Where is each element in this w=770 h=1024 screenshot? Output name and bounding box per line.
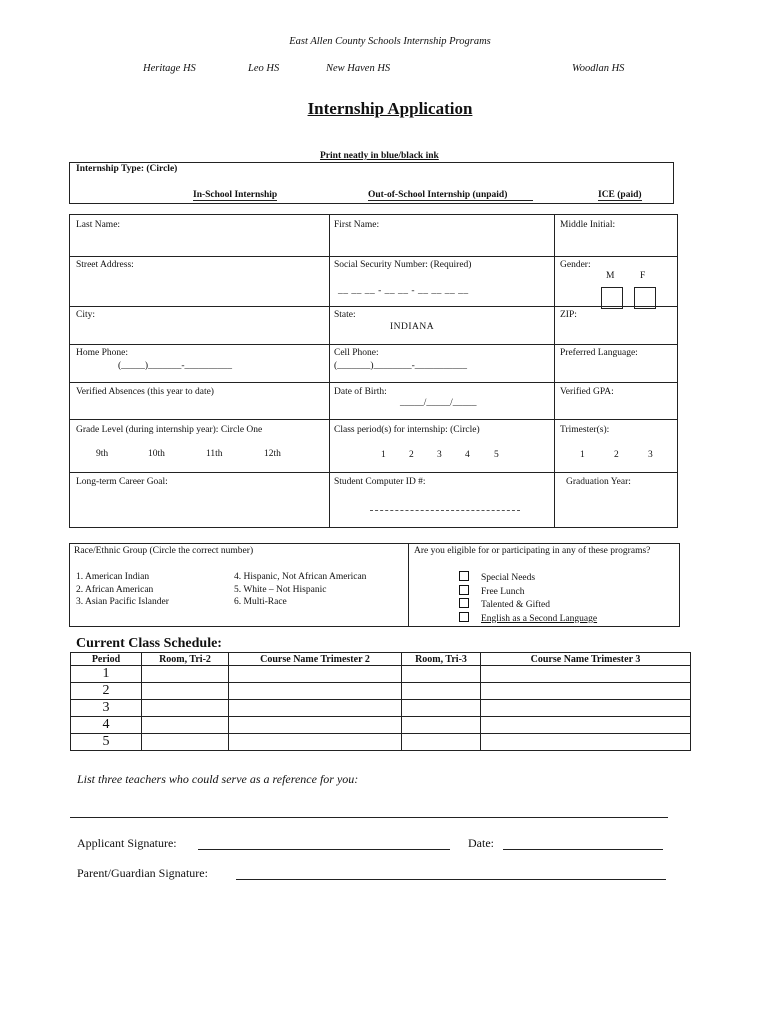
school-new-haven: New Haven HS <box>326 63 391 74</box>
room-tri2-cell[interactable] <box>142 666 229 683</box>
course-tri3-cell[interactable] <box>481 700 691 717</box>
gender-f-checkbox[interactable] <box>634 287 656 309</box>
race-col1 <box>76 571 169 609</box>
option-in-school[interactable]: In-School Internship <box>193 190 278 200</box>
date-line[interactable] <box>503 849 663 850</box>
grade-12[interactable]: 12th <box>264 449 281 459</box>
period-2: 2 <box>71 683 142 700</box>
class-periods-label: Class period(s) for internship: (Circle) <box>334 425 480 435</box>
course-tri3-cell[interactable] <box>481 666 691 683</box>
program-free-lunch[interactable]: Free Lunch <box>459 585 597 599</box>
period-option-2[interactable]: 2 <box>409 450 414 460</box>
program-special-needs[interactable]: Special Needs <box>459 571 597 585</box>
room-tri2-cell[interactable] <box>142 717 229 734</box>
grade-10[interactable]: 10th <box>148 449 165 459</box>
table-row <box>71 683 691 700</box>
grade-11[interactable]: 11th <box>206 449 223 459</box>
gpa-field[interactable]: Verified GPA: <box>560 387 614 397</box>
race-option-5[interactable]: 5. White – Not Hispanic <box>234 584 327 595</box>
applicant-signature-label: Applicant Signature: <box>77 836 177 850</box>
gender-label: Gender: <box>560 260 591 270</box>
graduation-year-field[interactable]: Graduation Year: <box>566 477 631 487</box>
race-option-4[interactable]: 4. Hispanic, Not African American <box>234 572 367 582</box>
room-tri2-cell[interactable] <box>142 683 229 700</box>
ssn-blanks[interactable]: __ __ __ - __ __ - __ __ __ __ <box>338 286 469 296</box>
city-field[interactable]: City: <box>76 310 96 320</box>
state-label: State: <box>334 310 356 320</box>
applicant-signature-line[interactable] <box>198 849 450 850</box>
period-4: 4 <box>71 717 142 734</box>
program-title: East Allen County Schools Internship Programs <box>289 36 491 47</box>
race-col2 <box>234 571 366 609</box>
checkbox-icon[interactable] <box>459 585 469 595</box>
grade-9[interactable]: 9th <box>96 449 109 459</box>
race-option-2[interactable]: 2. African American <box>76 584 154 595</box>
period-option-3[interactable]: 3 <box>437 450 442 460</box>
room-tri2-cell[interactable] <box>142 734 229 751</box>
checkbox-icon[interactable] <box>459 598 469 608</box>
table-row <box>71 700 691 717</box>
programs-list <box>459 571 597 625</box>
parent-signature-line[interactable] <box>236 879 666 880</box>
header-period: Period <box>71 653 142 666</box>
references-line[interactable] <box>70 817 668 818</box>
gender-m-checkbox[interactable] <box>601 287 623 309</box>
grade-level-label: Grade Level (during internship year): Circle One <box>76 425 263 435</box>
table-row <box>71 666 691 683</box>
header-course-tri3: Course Name Trimester 3 <box>481 653 691 666</box>
race-label: Race/Ethnic Group (Circle the correct number) <box>74 546 254 556</box>
state-value: INDIANA <box>390 322 435 332</box>
program-talented-gifted[interactable]: Talented & Gifted <box>459 598 597 612</box>
program-esl[interactable]: English as a Second Language <box>459 612 597 626</box>
course-tri3-cell[interactable] <box>481 717 691 734</box>
option-ice-paid[interactable]: ICE (paid) <box>598 190 642 200</box>
course-tri2-cell[interactable] <box>229 734 402 751</box>
home-phone-blank[interactable]: (_____)_______-__________ <box>118 361 232 371</box>
option-out-of-school[interactable]: Out-of-School Internship (unpaid) <box>368 190 533 201</box>
race-option-3[interactable]: 3. Asian Pacific Islander <box>76 597 169 607</box>
last-name-field[interactable]: Last Name: <box>76 220 121 230</box>
cell-phone-label: Cell Phone: <box>334 348 379 358</box>
room-tri2-cell[interactable] <box>142 700 229 717</box>
course-tri3-cell[interactable] <box>481 683 691 700</box>
page-title: Internship Application <box>307 99 473 118</box>
zip-field[interactable]: ZIP: <box>560 310 577 320</box>
school-woodlan: Woodlan HS <box>572 63 625 74</box>
period-1: 1 <box>71 666 142 683</box>
room-tri3-cell[interactable] <box>402 666 481 683</box>
trimester-option-2[interactable]: 2 <box>614 450 619 460</box>
period-option-4[interactable]: 4 <box>465 450 470 460</box>
print-note: Print neatly in blue/black ink <box>320 151 439 161</box>
middle-initial-field[interactable]: Middle Initial: <box>560 220 616 230</box>
table-row <box>71 734 691 751</box>
street-address-field[interactable]: Street Address: <box>76 260 134 270</box>
header-room-tri2: Room, Tri-2 <box>142 653 229 666</box>
trimester-option-1[interactable]: 1 <box>580 450 585 460</box>
header-course-tri2: Course Name Trimester 2 <box>229 653 402 666</box>
header-room-tri3: Room, Tri-3 <box>402 653 481 666</box>
course-tri2-cell[interactable] <box>229 683 402 700</box>
course-tri2-cell[interactable] <box>229 666 402 683</box>
date-label: Date: <box>468 836 494 850</box>
school-leo: Leo HS <box>248 63 280 74</box>
period-3: 3 <box>71 700 142 717</box>
trimesters-label: Trimester(s): <box>560 425 610 435</box>
room-tri3-cell[interactable] <box>402 683 481 700</box>
gender-f-label: F <box>640 271 646 281</box>
ssn-field[interactable]: Social Security Number: (Required) <box>334 260 472 270</box>
cell-phone-blank[interactable]: (_______)________-___________ <box>334 361 467 371</box>
table-row <box>71 717 691 734</box>
dob-label: Date of Birth: <box>334 387 387 397</box>
parent-signature-label: Parent/Guardian Signature: <box>77 866 208 880</box>
preferred-language-field[interactable]: Preferred Language: <box>560 348 638 358</box>
room-tri3-cell[interactable] <box>402 717 481 734</box>
period-option-5[interactable]: 5 <box>494 450 499 460</box>
computer-id-field[interactable]: Student Computer ID #: <box>334 477 426 487</box>
references-prompt: List three teachers who could serve as a reference for you: <box>77 772 359 786</box>
absences-field[interactable]: Verified Absences (this year to date) <box>76 387 214 397</box>
school-heritage: Heritage HS <box>143 63 196 74</box>
race-option-6[interactable]: 6. Multi-Race <box>234 597 287 607</box>
course-tri2-cell[interactable] <box>229 700 402 717</box>
programs-label: Are you eligible for or participating in any of these programs? <box>414 546 651 556</box>
career-goal-field[interactable]: Long-term Career Goal: <box>76 477 168 487</box>
course-tri2-cell[interactable] <box>229 717 402 734</box>
dob-blank[interactable]: _____/_____/_____ <box>400 398 477 408</box>
room-tri3-cell[interactable] <box>402 734 481 751</box>
race-option-1[interactable]: 1. American Indian <box>76 572 150 582</box>
checkbox-icon[interactable] <box>459 612 469 622</box>
schedule-table <box>70 652 691 751</box>
first-name-field[interactable]: First Name: <box>334 220 380 230</box>
period-option-1[interactable]: 1 <box>381 450 386 460</box>
gender-m-label: M <box>606 271 615 281</box>
period-5: 5 <box>71 734 142 751</box>
checkbox-icon[interactable] <box>459 571 469 581</box>
schedule-header-row <box>71 653 691 666</box>
home-phone-label: Home Phone: <box>76 348 128 358</box>
room-tri3-cell[interactable] <box>402 700 481 717</box>
internship-type-label: Internship Type: (Circle) <box>76 164 178 174</box>
course-tri3-cell[interactable] <box>481 734 691 751</box>
trimester-option-3[interactable]: 3 <box>648 450 653 460</box>
schedule-title: Current Class Schedule: <box>76 636 222 651</box>
